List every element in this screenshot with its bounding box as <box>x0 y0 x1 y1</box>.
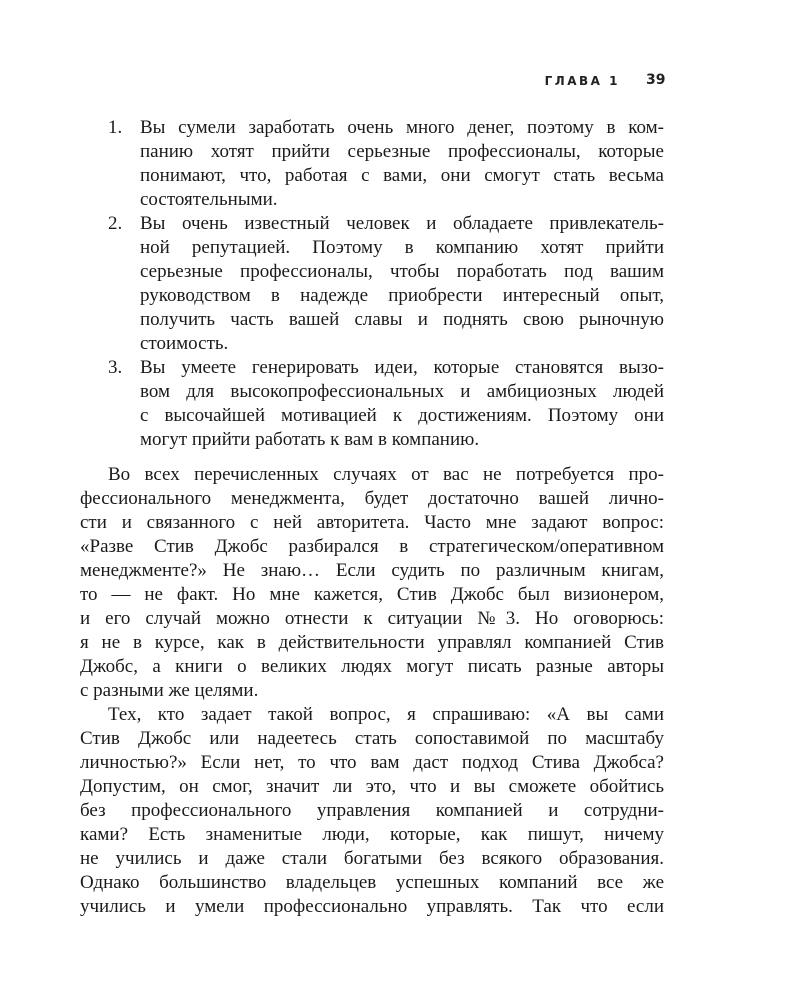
list-item-number: 2. <box>108 213 123 234</box>
paragraph-line: Тех, кто задает такой вопрос, я спрашиваю: «А вы сами <box>108 704 664 725</box>
list-item-line: Вы умеете генерировать идеи, которые становятся вызо- <box>140 357 664 378</box>
paragraph-line: с разными же целями. <box>80 680 259 701</box>
paragraph-line: менеджменте?» Не знаю… Если судить по различным книгам, <box>80 560 664 581</box>
page-number: 39 <box>646 72 666 88</box>
paragraph-line: личностью?» Если нет, то что вам даст подход Стива Джобса? <box>80 752 664 773</box>
list-item-line: серьезные профессионалы, чтобы поработать под вашим <box>140 261 664 282</box>
list-item-line: получить часть вашей славы и поднять свою рыночную <box>140 309 664 330</box>
list-item-line: панию хотят прийти серьезные профессионалы, которые <box>140 141 664 162</box>
running-header-chapter: ГЛАВА 1 <box>544 74 620 88</box>
paragraph-line: Допустим, он смог, значит ли это, что и вы сможете обойтись <box>80 776 664 797</box>
list-item-number: 3. <box>108 357 123 378</box>
paragraph-line: фессионального менеджмента, будет достаточно вашей лично- <box>80 488 664 509</box>
paragraph-line: Однако большинство владельцев успешных компаний все же <box>80 872 664 893</box>
paragraph-line: Стив Джобс или надеетесь стать сопоставимой по масштабу <box>80 728 664 749</box>
list-item-line: понимают, что, работая с вами, они смогут стать весьма <box>140 165 664 186</box>
paragraph-line: я не в курсе, как в действительности управлял компанией Стив <box>80 632 664 653</box>
paragraph-line: не учились и даже стали богатыми без всякого образования. <box>80 848 664 869</box>
paragraph-line: то — не факт. Но мне кажется, Стив Джобс был визионером, <box>80 584 664 605</box>
list-item-number: 1. <box>108 117 123 138</box>
list-item-line: ной репутацией. Поэтому в компанию хотят прийти <box>140 237 664 258</box>
list-item-line: Вы очень известный человек и обладаете привлекатель- <box>140 213 664 234</box>
paragraph-line: без профессионального управления компанией и сотрудни- <box>80 800 664 821</box>
list-item-line: с высочайшей мотивацией к достижениям. Поэтому они <box>140 405 664 426</box>
paragraph-line: учились и умели профессионально управлять. Так что если <box>80 896 664 917</box>
paragraph-line: Джобс, а книги о великих людях могут писать разные авторы <box>80 656 664 677</box>
list-item-line: состоятельными. <box>140 189 278 210</box>
list-item-line: вом для высокопрофессиональных и амбициозных людей <box>140 381 664 402</box>
list-item-line: Вы сумели заработать очень много денег, поэтому в ком- <box>140 117 664 138</box>
list-item-line: могут прийти работать к вам в компанию. <box>140 429 480 450</box>
paragraph-line: Во всех перечисленных случаях от вас не потребуется про- <box>108 464 664 485</box>
paragraph-line: «Разве Стив Джобс разбирался в стратегическом/оперативном <box>80 536 664 557</box>
list-item-line: стоимость. <box>140 333 229 354</box>
paragraph-line: ками? Есть знаменитые люди, которые, как пишут, ничему <box>80 824 664 845</box>
paragraph-line: и его случай можно отнести к ситуации №3. Но оговорюсь: <box>80 608 664 629</box>
list-item-line: руководством в надежде приобрести интересный опыт, <box>140 285 664 306</box>
paragraph-line: сти и связанного с ней авторитета. Часто мне задают вопрос: <box>80 512 664 533</box>
